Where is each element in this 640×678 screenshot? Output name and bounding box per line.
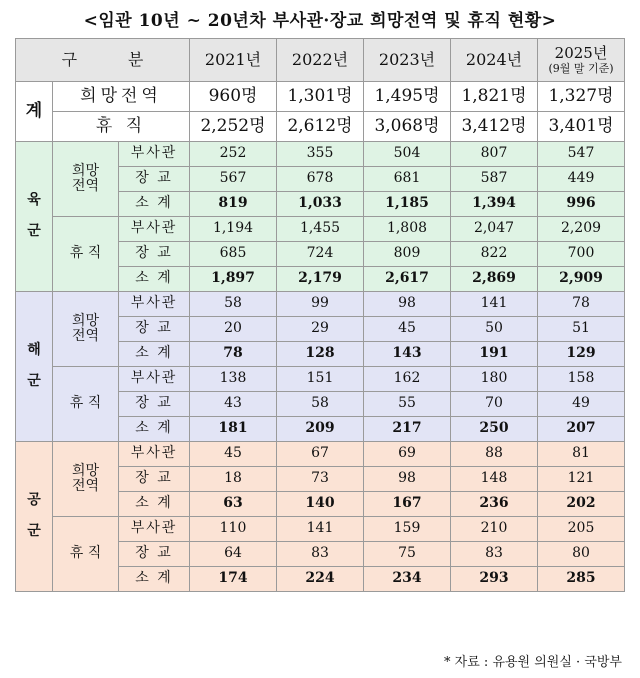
header-year-label: 2025년 [554,44,608,63]
value-cell: 78 [538,292,625,317]
value-cell: 210 [451,517,538,542]
value-cell: 807 [451,142,538,167]
section-label: 희망 전역 [53,142,119,217]
row-item-label: 장 교 [119,467,190,492]
value-cell: 1,455 [277,217,364,242]
total-cell: 960명 [190,82,277,112]
value-cell: 724 [277,242,364,267]
value-cell: 88 [451,442,538,467]
value-cell: 83 [277,542,364,567]
value-cell: 449 [538,167,625,192]
total-row-label: 희망전역 [53,82,190,112]
navy-row [16,367,625,392]
value-cell: 181 [190,417,277,442]
value-cell: 158 [538,367,625,392]
value-cell: 234 [364,567,451,592]
value-cell: 121 [538,467,625,492]
value-cell: 207 [538,417,625,442]
value-cell: 167 [364,492,451,517]
value-cell: 80 [538,542,625,567]
value-cell: 2,047 [451,217,538,242]
total-cell: 2,252명 [190,112,277,142]
value-cell: 822 [451,242,538,267]
navy-row [16,292,625,317]
value-cell: 51 [538,317,625,342]
value-cell: 50 [451,317,538,342]
value-cell: 1,394 [451,192,538,217]
total-cell: 1,821명 [451,82,538,112]
value-cell: 18 [190,467,277,492]
value-cell: 138 [190,367,277,392]
total-cell: 1,301명 [277,82,364,112]
value-cell: 70 [451,392,538,417]
value-cell: 685 [190,242,277,267]
value-cell: 83 [451,542,538,567]
section-label: 희망 전역 [53,442,119,517]
value-cell: 2,209 [538,217,625,242]
navy-label: 해 군 [16,292,53,442]
army-label: 육 군 [16,142,53,292]
value-cell: 681 [364,167,451,192]
value-cell: 174 [190,567,277,592]
section-label: 휴 직 [53,517,119,592]
total-cell: 2,612명 [277,112,364,142]
value-cell: 2,869 [451,267,538,292]
section-label: 휴 직 [53,217,119,292]
value-cell: 162 [364,367,451,392]
value-cell: 809 [364,242,451,267]
header-year: 2022년 [277,39,364,82]
row-item-label: 장 교 [119,542,190,567]
value-cell: 202 [538,492,625,517]
value-cell: 191 [451,342,538,367]
table-body [16,82,625,592]
value-cell: 45 [190,442,277,467]
air-force-row [16,517,625,542]
row-item-label: 부사관 [119,517,190,542]
value-cell: 180 [451,367,538,392]
value-cell: 128 [277,342,364,367]
value-cell: 2,179 [277,267,364,292]
row-item-label: 장 교 [119,392,190,417]
row-item-label: 소 계 [119,492,190,517]
value-cell: 819 [190,192,277,217]
army-row [16,217,625,242]
value-cell: 236 [451,492,538,517]
header-row [16,39,625,82]
total-cell: 3,401명 [538,112,625,142]
header-year: 2021년 [190,39,277,82]
value-cell: 141 [451,292,538,317]
row-item-label: 장 교 [119,242,190,267]
value-cell: 58 [190,292,277,317]
row-item-label: 장 교 [119,167,190,192]
value-cell: 78 [190,342,277,367]
value-cell: 700 [538,242,625,267]
value-cell: 504 [364,142,451,167]
value-cell: 151 [277,367,364,392]
total-row [16,82,625,112]
value-cell: 67 [277,442,364,467]
value-cell: 98 [364,467,451,492]
header-year [538,39,625,82]
value-cell: 293 [451,567,538,592]
value-cell: 140 [277,492,364,517]
total-label: 계 [16,82,53,142]
value-cell: 159 [364,517,451,542]
total-cell: 3,068명 [364,112,451,142]
value-cell: 1,194 [190,217,277,242]
value-cell: 205 [538,517,625,542]
header-year-note: (9월 말 기준) [548,61,614,75]
row-item-label: 부사관 [119,442,190,467]
army-row [16,142,625,167]
total-cell: 1,327명 [538,82,625,112]
value-cell: 1,185 [364,192,451,217]
value-cell: 129 [538,342,625,367]
value-cell: 73 [277,467,364,492]
value-cell: 43 [190,392,277,417]
header-gubun: 구 분 [16,39,190,82]
table-title: <임관 10년 ~ 20년차 부사관·장교 희망전역 및 휴직 현황> [83,11,557,31]
value-cell: 252 [190,142,277,167]
value-cell: 20 [190,317,277,342]
value-cell: 250 [451,417,538,442]
row-item-label: 부사관 [119,292,190,317]
row-item-label: 소 계 [119,267,190,292]
value-cell: 143 [364,342,451,367]
value-cell: 64 [190,542,277,567]
value-cell: 99 [277,292,364,317]
row-item-label: 부사관 [119,142,190,167]
stats-table [15,38,625,592]
value-cell: 2,617 [364,267,451,292]
section-label: 휴 직 [53,367,119,442]
row-item-label: 소 계 [119,192,190,217]
value-cell: 29 [277,317,364,342]
row-item-label: 소 계 [119,342,190,367]
air-force-label: 공 군 [16,442,53,592]
value-cell: 2,909 [538,267,625,292]
value-cell: 1,897 [190,267,277,292]
row-item-label: 부사관 [119,367,190,392]
row-item-label: 소 계 [119,417,190,442]
total-row-label: 휴 직 [53,112,190,142]
value-cell: 55 [364,392,451,417]
value-cell: 209 [277,417,364,442]
total-cell: 3,412명 [451,112,538,142]
value-cell: 148 [451,467,538,492]
value-cell: 678 [277,167,364,192]
value-cell: 1,033 [277,192,364,217]
value-cell: 141 [277,517,364,542]
value-cell: 217 [364,417,451,442]
value-cell: 75 [364,542,451,567]
value-cell: 58 [277,392,364,417]
value-cell: 63 [190,492,277,517]
row-item-label: 소 계 [119,567,190,592]
total-cell: 1,495명 [364,82,451,112]
header-year: 2023년 [364,39,451,82]
source-note: * 자료 : 유용원 의원실 · 국방부 [444,655,622,670]
value-cell: 996 [538,192,625,217]
value-cell: 98 [364,292,451,317]
value-cell: 1,808 [364,217,451,242]
header-year: 2024년 [451,39,538,82]
value-cell: 285 [538,567,625,592]
value-cell: 69 [364,442,451,467]
value-cell: 547 [538,142,625,167]
value-cell: 355 [277,142,364,167]
value-cell: 110 [190,517,277,542]
total-row [16,112,625,142]
value-cell: 224 [277,567,364,592]
value-cell: 567 [190,167,277,192]
row-item-label: 부사관 [119,217,190,242]
value-cell: 587 [451,167,538,192]
air-force-row [16,442,625,467]
row-item-label: 장 교 [119,317,190,342]
value-cell: 45 [364,317,451,342]
section-label: 희망 전역 [53,292,119,367]
value-cell: 49 [538,392,625,417]
value-cell: 81 [538,442,625,467]
